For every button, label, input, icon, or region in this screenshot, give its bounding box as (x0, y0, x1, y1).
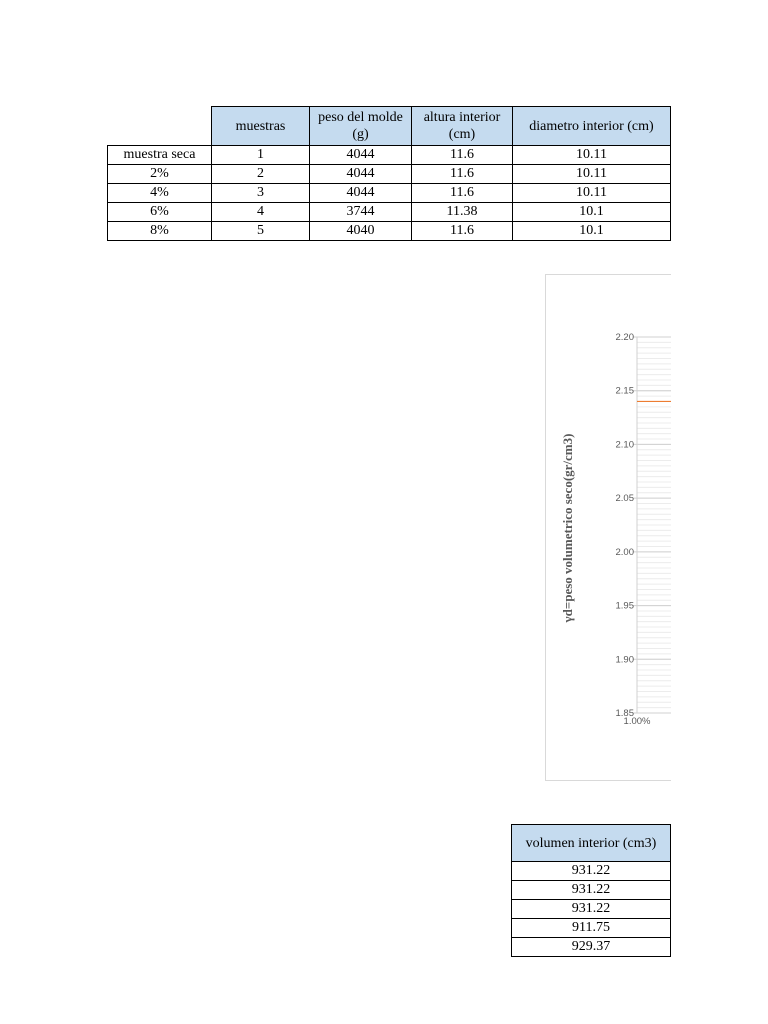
y-tick-label: 1.95 (615, 600, 634, 612)
row-label-cell[interactable]: 6% (108, 203, 212, 222)
muestra-cell[interactable]: 2 (212, 165, 310, 184)
row-label-cell[interactable]: 2% (108, 165, 212, 184)
volume-table-header-row (512, 825, 671, 862)
header-muestras[interactable]: muestras (212, 107, 310, 146)
table-row (108, 184, 671, 203)
table-row (108, 165, 671, 184)
chart-ticks (616, 332, 652, 727)
table-row (512, 938, 671, 957)
y-tick-label: 2.20 (615, 332, 634, 343)
table-row (108, 222, 671, 241)
altura-cell[interactable]: 11.6 (412, 222, 513, 241)
peso-cell[interactable]: 4040 (310, 222, 412, 241)
row-label-cell[interactable]: muestra seca (108, 146, 212, 165)
row-label-cell[interactable]: 4% (108, 184, 212, 203)
diametro-cell[interactable]: 10.1 (513, 203, 671, 222)
diametro-cell[interactable]: 10.11 (513, 146, 671, 165)
diametro-cell[interactable]: 10.11 (513, 165, 671, 184)
table-row (108, 146, 671, 165)
row-label-cell[interactable]: 8% (108, 222, 212, 241)
y-tick-label: 1.90 (615, 654, 634, 666)
volume-cell[interactable]: 931.22 (512, 862, 671, 881)
density-chart[interactable] (545, 274, 671, 781)
peso-cell[interactable]: 4044 (310, 184, 412, 203)
diametro-cell[interactable]: 10.1 (513, 222, 671, 241)
table-row (108, 203, 671, 222)
table-row (512, 900, 671, 919)
header-blank-cell (108, 107, 212, 146)
muestra-cell[interactable]: 3 (212, 184, 310, 203)
molds-table (107, 106, 671, 241)
volume-table (511, 824, 671, 957)
y-axis-title: γd=peso volumetrico seco(gr/cm3) (560, 433, 575, 623)
header-diametro-interior[interactable]: diametro interior (cm) (513, 107, 671, 146)
volume-cell[interactable]: 911.75 (512, 919, 671, 938)
table-row (512, 862, 671, 881)
y-tick-label: 2.10 (615, 439, 634, 451)
altura-cell[interactable]: 11.6 (412, 165, 513, 184)
header-volumen-interior[interactable]: volumen interior (cm3) (512, 825, 671, 862)
table-row (512, 881, 671, 900)
muestra-cell[interactable]: 1 (212, 146, 310, 165)
volume-cell[interactable]: 931.22 (512, 881, 671, 900)
diametro-cell[interactable]: 10.11 (513, 184, 671, 203)
y-tick-label: 2.05 (615, 493, 634, 505)
muestra-cell[interactable]: 5 (212, 222, 310, 241)
altura-cell[interactable]: 11.6 (412, 184, 513, 203)
header-altura-interior[interactable]: altura interior (cm) (412, 107, 513, 146)
x-tick-label: 1.00% (623, 716, 651, 727)
molds-table-header-row (108, 107, 671, 146)
muestra-cell[interactable]: 4 (212, 203, 310, 222)
peso-cell[interactable]: 4044 (310, 146, 412, 165)
table-row (512, 919, 671, 938)
altura-cell[interactable]: 11.6 (412, 146, 513, 165)
peso-cell[interactable]: 3744 (310, 203, 412, 222)
y-tick-label: 2.15 (615, 385, 634, 397)
chart-gridlines (633, 337, 671, 713)
header-peso-molde[interactable]: peso del molde (g) (310, 107, 412, 146)
peso-cell[interactable]: 4044 (310, 165, 412, 184)
density-chart-canvas (546, 275, 671, 780)
y-tick-label: 1.85 (615, 708, 634, 719)
volume-cell[interactable]: 929.37 (512, 938, 671, 957)
altura-cell[interactable]: 11.38 (412, 203, 513, 222)
y-tick-label: 2.00 (615, 546, 634, 558)
volume-cell[interactable]: 931.22 (512, 900, 671, 919)
